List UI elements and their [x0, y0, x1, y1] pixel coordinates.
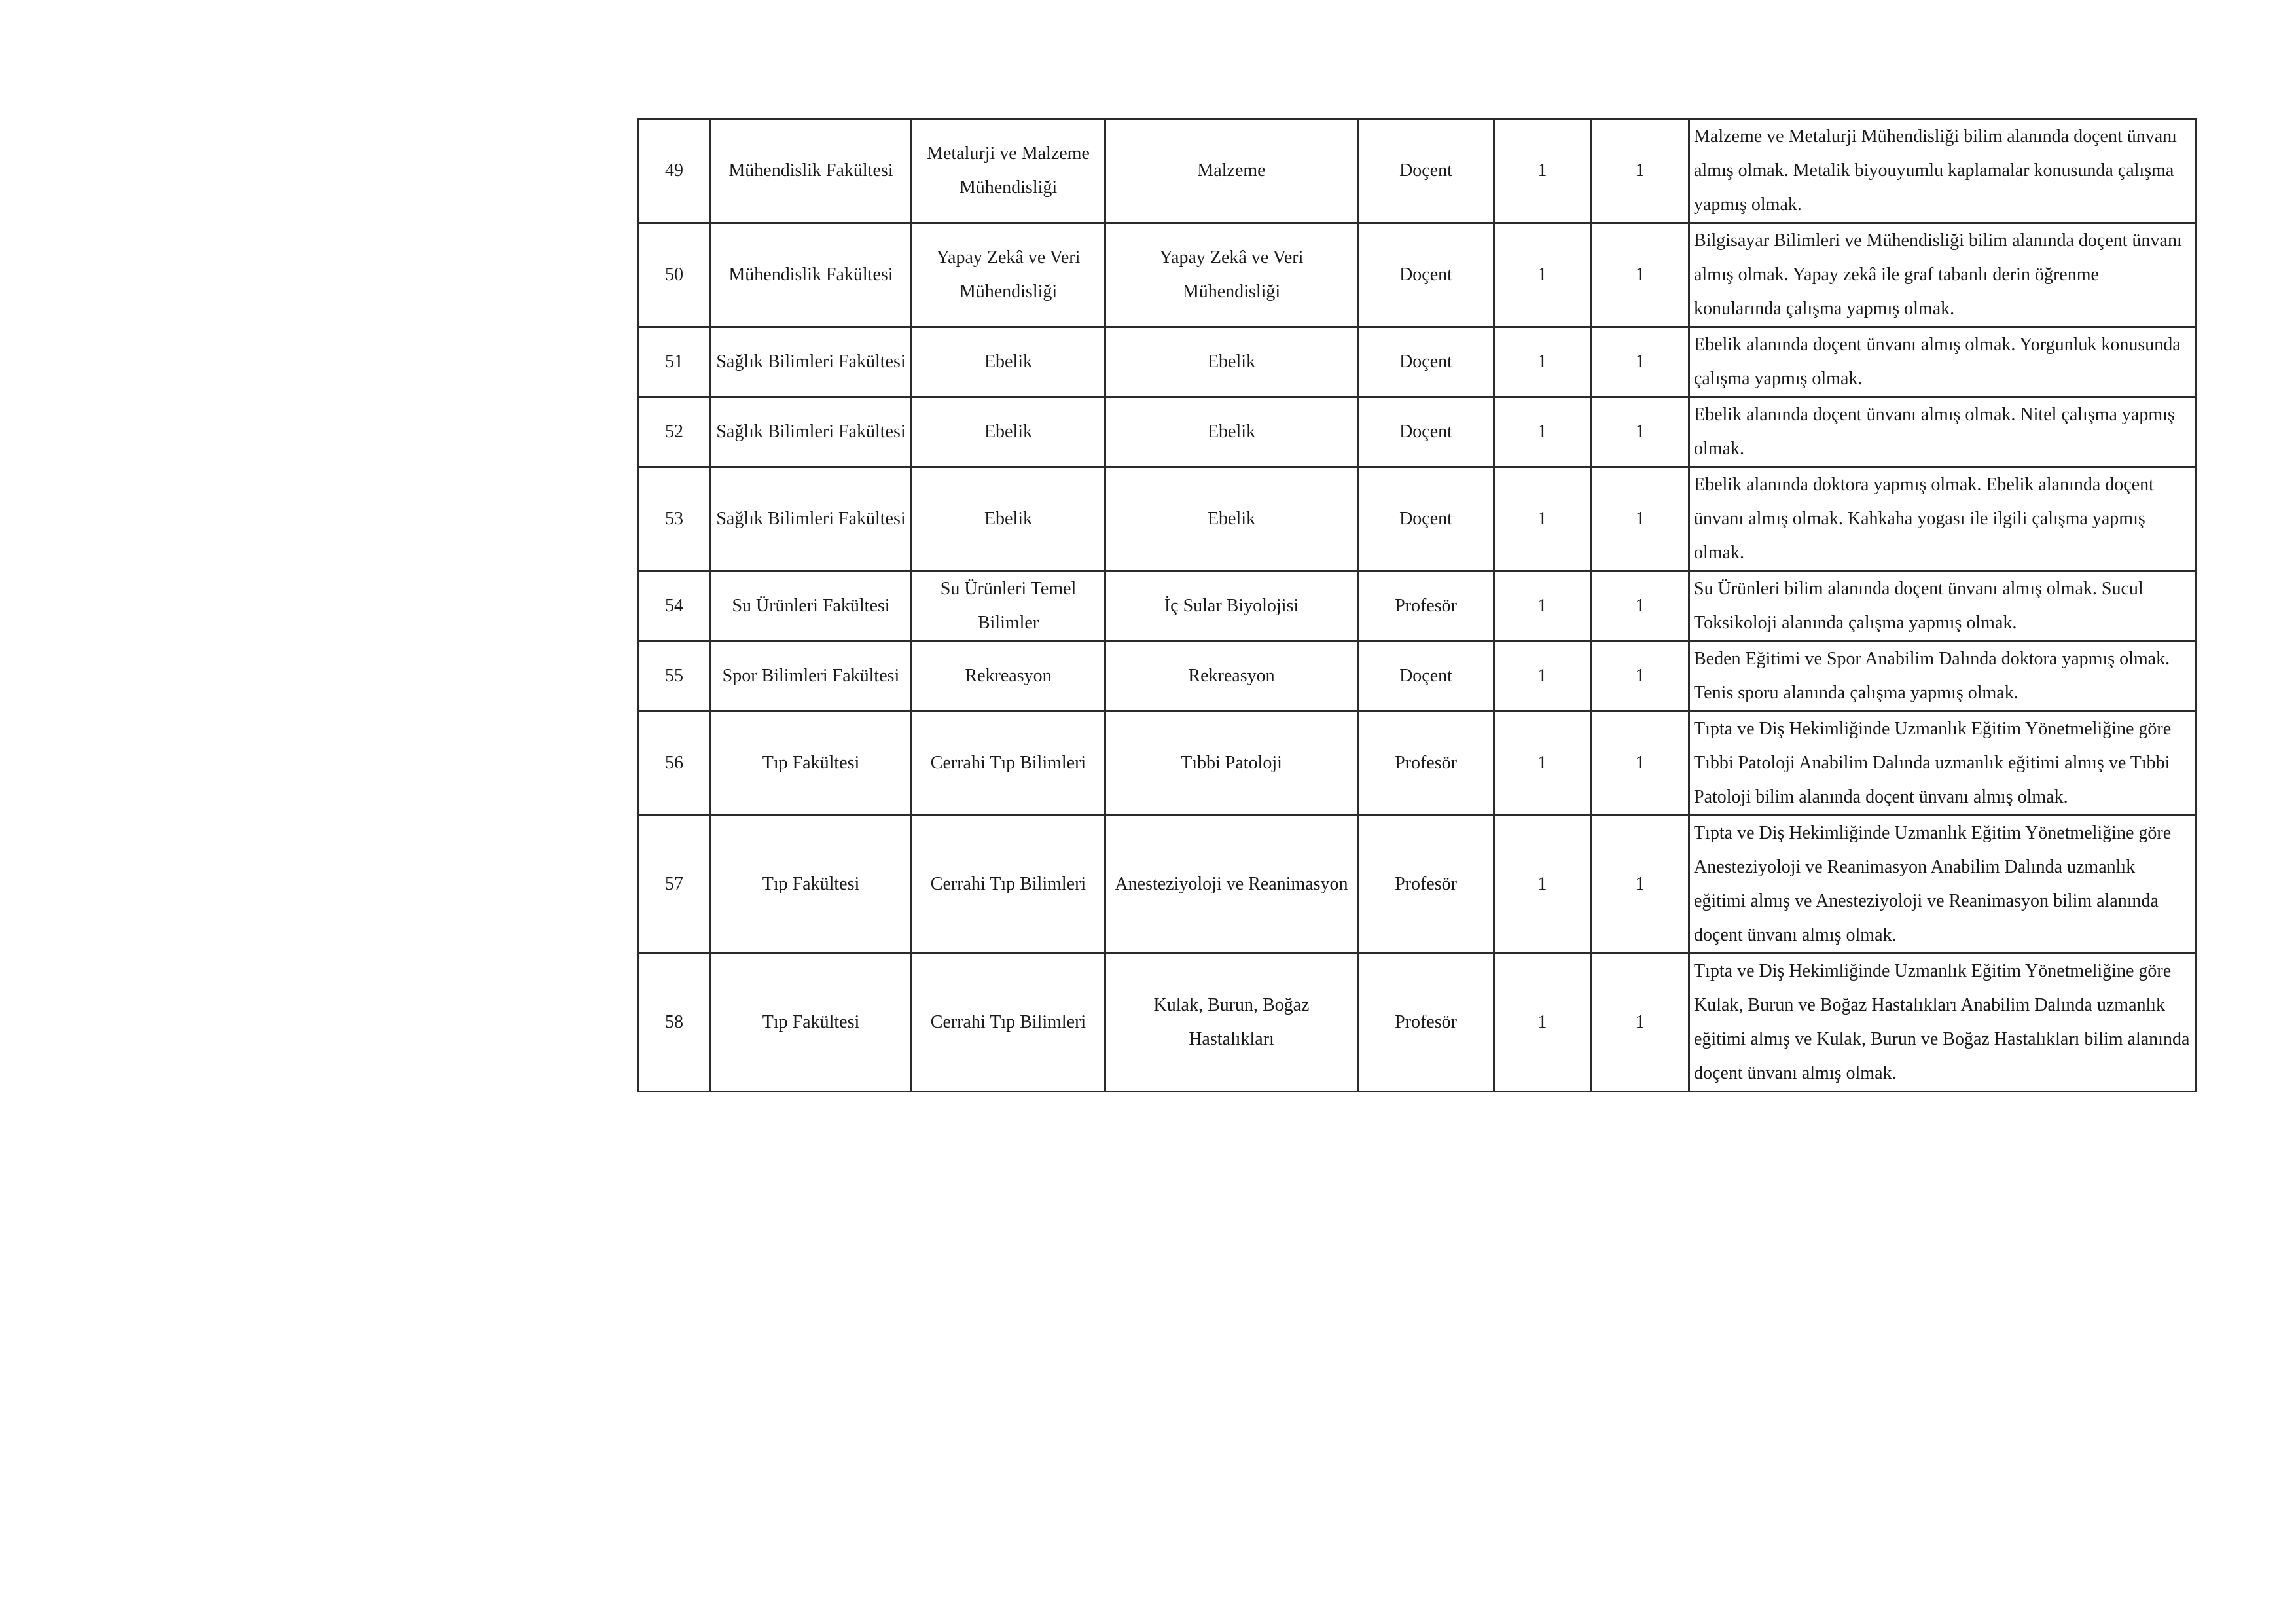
row-number: 54 — [638, 571, 711, 641]
department-cell: Su Ürünleri Temel Bilimler — [912, 571, 1105, 641]
requirement-cell: Tıpta ve Diş Hekimliğinde Uzmanlık Eğitim Yönetmeliğine göre Kulak, Burun ve Boğaz Hastalıkları Anabilim Dalında uzmanlık eğitimi almış ve Kulak, Burun ve Boğaz Hastalıkları bilim alanında doçent ünvanı almış olmak. — [1689, 954, 2196, 1092]
faculty-cell: Mühendislik Fakültesi — [711, 119, 912, 223]
table-row — [638, 571, 2196, 641]
requirement-cell: Ebelik alanında doçent ünvanı almış olmak. Yorgunluk konusunda çalışma yapmış olmak. — [1689, 327, 2196, 397]
row-number: 57 — [638, 816, 711, 954]
faculty-cell: Sağlık Bilimleri Fakültesi — [711, 397, 912, 467]
table-row — [638, 397, 2196, 467]
faculty-cell: Spor Bilimleri Fakültesi — [711, 641, 912, 712]
count-cell: 1 — [1494, 397, 1591, 467]
department-cell: Cerrahi Tıp Bilimleri — [912, 954, 1105, 1092]
table-row — [638, 223, 2196, 327]
count-cell: 1 — [1591, 571, 1689, 641]
program-cell: Rekreasyon — [1105, 641, 1358, 712]
position-table — [637, 118, 2197, 1092]
title-cell: Doçent — [1358, 467, 1494, 571]
requirement-cell: Ebelik alanında doktora yapmış olmak. Ebelik alanında doçent ünvanı almış olmak. Kahkaha yogası ile ilgili çalışma yapmış olmak. — [1689, 467, 2196, 571]
faculty-cell: Sağlık Bilimleri Fakültesi — [711, 327, 912, 397]
requirement-cell: Ebelik alanında doçent ünvanı almış olmak. Nitel çalışma yapmış olmak. — [1689, 397, 2196, 467]
count-cell: 1 — [1591, 223, 1689, 327]
title-cell: Profesör — [1358, 712, 1494, 816]
requirement-cell: Tıpta ve Diş Hekimliğinde Uzmanlık Eğitim Yönetmeliğine göre Tıbbi Patoloji Anabilim Dalında uzmanlık eğitimi almış ve Tıbbi Patoloji bilim alanında doçent ünvanı almış olmak. — [1689, 712, 2196, 816]
count-cell: 1 — [1494, 571, 1591, 641]
program-cell: İç Sular Biyolojisi — [1105, 571, 1358, 641]
department-cell: Metalurji ve Malzeme Mühendisliği — [912, 119, 1105, 223]
faculty-cell: Tıp Fakültesi — [711, 816, 912, 954]
title-cell: Doçent — [1358, 119, 1494, 223]
count-cell: 1 — [1494, 223, 1591, 327]
count-cell: 1 — [1494, 641, 1591, 712]
title-cell: Profesör — [1358, 571, 1494, 641]
table-row — [638, 467, 2196, 571]
department-cell: Cerrahi Tıp Bilimleri — [912, 712, 1105, 816]
program-cell: Ebelik — [1105, 397, 1358, 467]
count-cell: 1 — [1494, 816, 1591, 954]
requirement-cell: Bilgisayar Bilimleri ve Mühendisliği bilim alanında doçent ünvanı almış olmak. Yapay zekâ ile graf tabanlı derin öğrenme konularında çalışma yapmış olmak. — [1689, 223, 2196, 327]
faculty-cell: Sağlık Bilimleri Fakültesi — [711, 467, 912, 571]
count-cell: 1 — [1591, 712, 1689, 816]
requirement-cell: Beden Eğitimi ve Spor Anabilim Dalında doktora yapmış olmak. Tenis sporu alanında çalışma yapmış olmak. — [1689, 641, 2196, 712]
count-cell: 1 — [1591, 816, 1689, 954]
table-row — [638, 816, 2196, 954]
faculty-cell: Tıp Fakültesi — [711, 712, 912, 816]
count-cell: 1 — [1494, 327, 1591, 397]
program-cell: Yapay Zekâ ve Veri Mühendisliği — [1105, 223, 1358, 327]
requirement-cell: Su Ürünleri bilim alanında doçent ünvanı almış olmak. Sucul Toksikoloji alanında çalışma yapmış olmak. — [1689, 571, 2196, 641]
program-cell: Ebelik — [1105, 327, 1358, 397]
program-cell: Malzeme — [1105, 119, 1358, 223]
row-number: 58 — [638, 954, 711, 1092]
faculty-cell: Tıp Fakültesi — [711, 954, 912, 1092]
table-row — [638, 119, 2196, 223]
count-cell: 1 — [1494, 467, 1591, 571]
row-number: 56 — [638, 712, 711, 816]
department-cell: Ebelik — [912, 327, 1105, 397]
row-number: 55 — [638, 641, 711, 712]
program-cell: Anesteziyoloji ve Reanimasyon — [1105, 816, 1358, 954]
title-cell: Doçent — [1358, 641, 1494, 712]
row-number: 50 — [638, 223, 711, 327]
table-row — [638, 327, 2196, 397]
department-cell: Cerrahi Tıp Bilimleri — [912, 816, 1105, 954]
count-cell: 1 — [1494, 954, 1591, 1092]
program-cell: Tıbbi Patoloji — [1105, 712, 1358, 816]
table-row — [638, 954, 2196, 1092]
title-cell: Doçent — [1358, 223, 1494, 327]
department-cell: Rekreasyon — [912, 641, 1105, 712]
table-row — [638, 712, 2196, 816]
table-row — [638, 641, 2196, 712]
count-cell: 1 — [1591, 954, 1689, 1092]
faculty-cell: Mühendislik Fakültesi — [711, 223, 912, 327]
requirement-cell: Malzeme ve Metalurji Mühendisliği bilim alanında doçent ünvanı almış olmak. Metalik biyouyumlu kaplamalar konusunda çalışma yapmış olmak. — [1689, 119, 2196, 223]
row-number: 51 — [638, 327, 711, 397]
row-number: 52 — [638, 397, 711, 467]
department-cell: Yapay Zekâ ve Veri Mühendisliği — [912, 223, 1105, 327]
title-cell: Doçent — [1358, 327, 1494, 397]
row-number: 53 — [638, 467, 711, 571]
count-cell: 1 — [1591, 397, 1689, 467]
title-cell: Doçent — [1358, 397, 1494, 467]
faculty-cell: Su Ürünleri Fakültesi — [711, 571, 912, 641]
requirement-cell: Tıpta ve Diş Hekimliğinde Uzmanlık Eğitim Yönetmeliğine göre Anesteziyoloji ve Reanimasyon Anabilim Dalında uzmanlık eğitimi almış ve Anesteziyoloji ve Reanimasyon bilim alanında doçent ünvanı almış olmak. — [1689, 816, 2196, 954]
program-cell: Kulak, Burun, Boğaz Hastalıkları — [1105, 954, 1358, 1092]
program-cell: Ebelik — [1105, 467, 1358, 571]
count-cell: 1 — [1591, 641, 1689, 712]
row-number: 49 — [638, 119, 711, 223]
count-cell: 1 — [1591, 119, 1689, 223]
department-cell: Ebelik — [912, 397, 1105, 467]
title-cell: Profesör — [1358, 954, 1494, 1092]
count-cell: 1 — [1494, 119, 1591, 223]
department-cell: Ebelik — [912, 467, 1105, 571]
title-cell: Profesör — [1358, 816, 1494, 954]
count-cell: 1 — [1591, 327, 1689, 397]
count-cell: 1 — [1591, 467, 1689, 571]
count-cell: 1 — [1494, 712, 1591, 816]
